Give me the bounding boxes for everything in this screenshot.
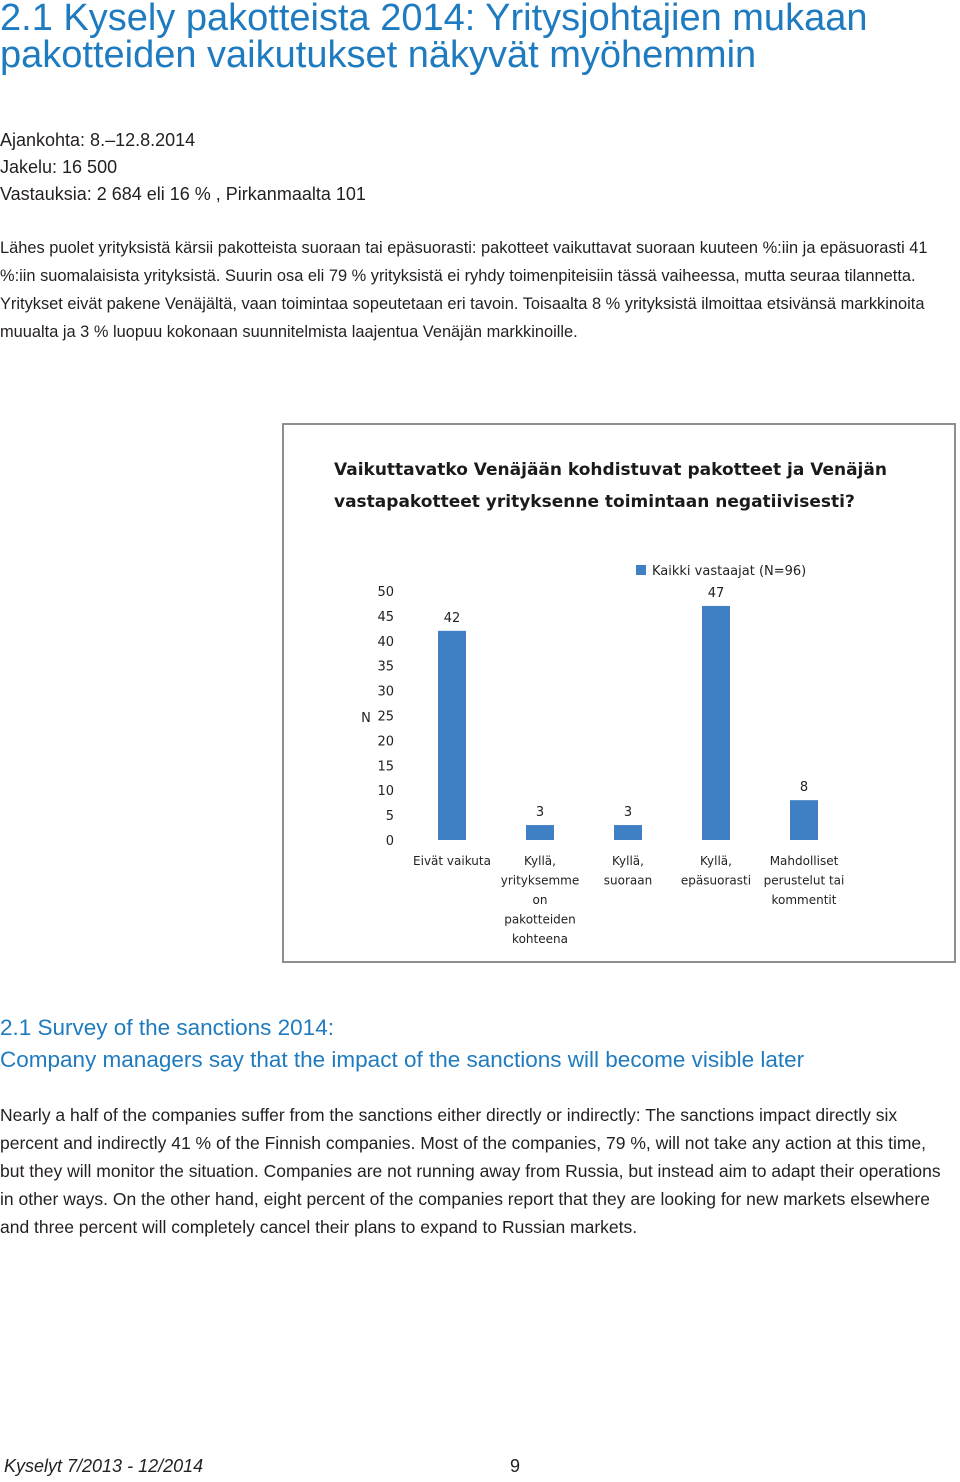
bar bbox=[526, 825, 554, 840]
y-tick-label: 45 bbox=[377, 609, 394, 625]
legend-swatch bbox=[636, 565, 646, 575]
summary-paragraph-finnish: Lähes puolet yrityksistä kärsii pakotteista suoraan tai epäsuorasti: pakotteet vaikuttavat suoraan kuuteen %:iin ja epäsuorasti 41 %:iin suomalaisista yrityksistä. Suurin osa eli 79 % yrityksistä ei ryhdy toimenpiteisiin tässä vaiheessa, mutta seuraa tilannetta. Yritykset eivät pakene Venäjältä, vaan toimintaa sopeutetaan eri tavoin. Toisaalta 8 % yrityksistä ilmoittaa etsivänsä markkinoita muualta ja 3 % luopuu kokonaan suunnitelmista laajentua Venäjän markkinoille. bbox=[0, 239, 928, 341]
x-category-label: epäsuorasti bbox=[680, 873, 752, 888]
y-tick-label: 5 bbox=[385, 809, 394, 825]
y-tick-label: 50 bbox=[377, 585, 394, 600]
y-axis-label: N bbox=[361, 711, 371, 726]
x-category-label: Kyllä, bbox=[700, 854, 732, 868]
section-heading-english bbox=[0, 1012, 950, 1076]
section-heading-english-line1: 2.1 Survey of the sanctions 2014: bbox=[0, 1015, 334, 1040]
bar-data-label: 3 bbox=[623, 805, 633, 821]
chart-title-line: vastapakotteet yrityksenne toimintaan negatiivisesti? bbox=[334, 492, 855, 512]
x-category-label: Eivät vaikuta bbox=[413, 854, 491, 868]
bar bbox=[790, 800, 818, 840]
bar bbox=[702, 606, 730, 840]
chart-title-line: Vaikuttavatko Venäjään kohdistuvat pakotteet ja Venäjän bbox=[334, 460, 887, 480]
page-number: 9 bbox=[510, 1456, 521, 1476]
bar-chart bbox=[284, 425, 954, 961]
y-tick-label: 40 bbox=[377, 634, 394, 650]
x-category-label: pakotteiden bbox=[504, 912, 576, 927]
x-category-label: Mahdolliset bbox=[769, 854, 839, 868]
y-tick-label: 30 bbox=[377, 684, 394, 700]
bar-chart-frame bbox=[282, 423, 956, 963]
x-category-label: perustelut tai bbox=[763, 873, 845, 888]
y-tick-label: 10 bbox=[377, 784, 394, 800]
x-category-label: kommentit bbox=[771, 893, 837, 907]
section-heading-english-line2: Company managers say that the impact of the sanctions will become visible later bbox=[0, 1047, 805, 1072]
survey-distribution: Jakelu: 16 500 bbox=[0, 157, 118, 177]
x-category-label: yrityksemme bbox=[500, 873, 580, 888]
y-tick-label: 20 bbox=[377, 734, 394, 750]
y-tick-label: 0 bbox=[385, 834, 394, 849]
bar bbox=[438, 631, 466, 840]
x-category-label: Kyllä, bbox=[612, 854, 644, 868]
page-title-finnish: 2.1 Kysely pakotteista 2014: Yritysjohtajien mukaan pakotteiden vaikutukset näkyvät myöhemmin bbox=[0, 0, 868, 76]
bar-data-label: 3 bbox=[535, 805, 545, 821]
y-tick-label: 15 bbox=[377, 759, 394, 775]
y-tick-label: 25 bbox=[377, 709, 394, 725]
bar bbox=[614, 825, 642, 840]
bar-data-label: 42 bbox=[443, 610, 461, 626]
legend-label: Kaikki vastaajat (N=96) bbox=[652, 564, 807, 579]
bar-data-label: 47 bbox=[707, 585, 725, 601]
survey-responses: Vastauksia: 2 684 eli 16 % , Pirkanmaalta 101 bbox=[0, 184, 366, 204]
footer-publication: Kyselyt 7/2013 - 12/2014 bbox=[4, 1456, 204, 1476]
x-category-label: Kyllä, bbox=[524, 854, 556, 868]
x-category-label: kohteena bbox=[512, 932, 568, 946]
summary-paragraph-english: Nearly a half of the companies suffer from the sanctions either directly or indirectly: The sanctions impact directly six percent and indirectly 41 % of the Finnish companies. Most of the companies, 79 %, will not take any action at this time, but they will monitor the situation. Companies are not running away from Russia, but instead aim to adapt their operations in other ways. On the other hand, eight percent of the companies report that they are looking for new markets elsewhere and three percent will completely cancel their plans to expand to Russian markets. bbox=[0, 1105, 941, 1237]
bar-data-label: 8 bbox=[799, 780, 809, 796]
y-tick-label: 35 bbox=[377, 659, 394, 675]
x-category-label: on bbox=[532, 893, 548, 907]
x-category-label: suoraan bbox=[603, 873, 653, 888]
survey-meta bbox=[0, 127, 366, 208]
survey-timing: Ajankohta: 8.–12.8.2014 bbox=[0, 130, 196, 150]
